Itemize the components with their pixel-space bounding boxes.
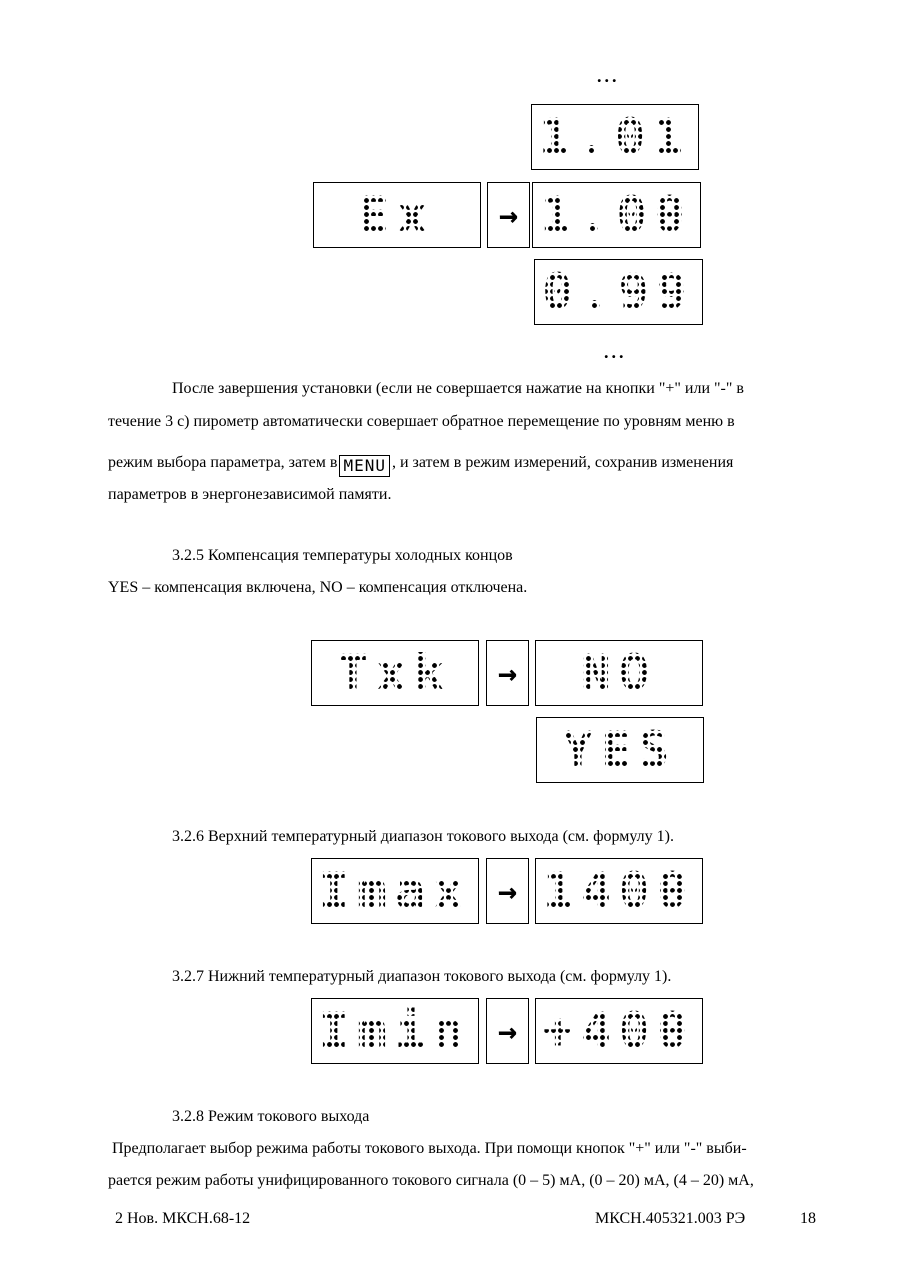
ex-label: Ex: [314, 183, 480, 247]
ellipsis-top: ...: [597, 66, 620, 86]
footer-change-note: 2 Нов. МКСН.68-12: [115, 1210, 251, 1227]
txk-label-display: [311, 640, 479, 706]
ex-value-upper: 1.01: [532, 105, 698, 169]
txk-label: Txk: [312, 641, 478, 705]
imin-arrow-display: [486, 998, 529, 1064]
section-326-heading: 3.2.6 Верхний температурный диапазон токового выхода (см. формулу 1).: [172, 828, 674, 845]
paragraph-line-3: [108, 455, 733, 477]
arrow-right-icon: →: [487, 859, 528, 923]
arrow-right-icon: →: [487, 999, 528, 1063]
imax-label-display: [311, 858, 479, 924]
txk-option-no-display: [535, 640, 703, 706]
ex-arrow-display: [487, 182, 530, 248]
ex-value-lower: 0.99: [535, 260, 702, 324]
paragraph-line-4: параметров в энергонезависимой памяти.: [108, 486, 392, 503]
section-328-line-2: рается режим работы унифицированного токового сигнала (0 – 5) мА, (0 – 20) мА, (4 – 20) мА,: [108, 1172, 754, 1189]
imax-arrow-display: [486, 858, 529, 924]
paragraph-line-2: течение 3 с) пирометр автоматически совершает обратное перемещение по уровням меню в: [108, 413, 735, 430]
imin-label: Imin: [312, 999, 478, 1063]
footer-page-number: 18: [800, 1210, 816, 1227]
txk-option-yes-display: [536, 717, 704, 783]
imin-label-display: [311, 998, 479, 1064]
ex-value-lower-display: [534, 259, 703, 325]
arrow-right-icon: →: [487, 641, 528, 705]
imin-value-display: [535, 998, 703, 1064]
footer-doc-code: МКСН.405321.003 РЭ: [595, 1210, 746, 1227]
paragraph-line-1: После завершения установки (если не совершается нажатие на кнопки "+" или "-" в: [172, 380, 744, 397]
ex-value-current-display: [532, 182, 701, 248]
menu-icon: MENU: [339, 455, 390, 477]
txk-option-yes: YES: [537, 718, 703, 782]
section-327-heading: 3.2.7 Нижний температурный диапазон токового выхода (см. формулу 1).: [172, 968, 672, 985]
section-328-heading: 3.2.8 Режим токового выхода: [172, 1108, 370, 1125]
ex-value-upper-display: [531, 104, 699, 170]
imin-value: +400: [536, 999, 702, 1063]
paragraph-line-3-start: режим выбора параметра, затем в: [108, 454, 338, 471]
imax-value: 1400: [536, 859, 702, 923]
arrow-right-icon: →: [488, 183, 529, 247]
txk-option-no: NO: [536, 641, 702, 705]
imax-value-display: [535, 858, 703, 924]
ex-label-display: [313, 182, 481, 248]
section-325-heading: 3.2.5 Компенсация температуры холодных концов: [172, 547, 513, 564]
section-325-description: YES – компенсация включена, NO – компенсация отключена.: [108, 579, 528, 596]
imax-label: Imax: [312, 859, 478, 923]
section-328-line-1: Предполагает выбор режима работы токового выхода. При помощи кнопок "+" или "-" выби-: [112, 1140, 747, 1157]
ex-value-current: 1.00: [533, 183, 700, 247]
txk-arrow-display: [486, 640, 529, 706]
paragraph-line-3-end: , и затем в режим измерений, сохранив изменения: [391, 454, 734, 471]
ellipsis-bottom: ...: [604, 342, 627, 362]
